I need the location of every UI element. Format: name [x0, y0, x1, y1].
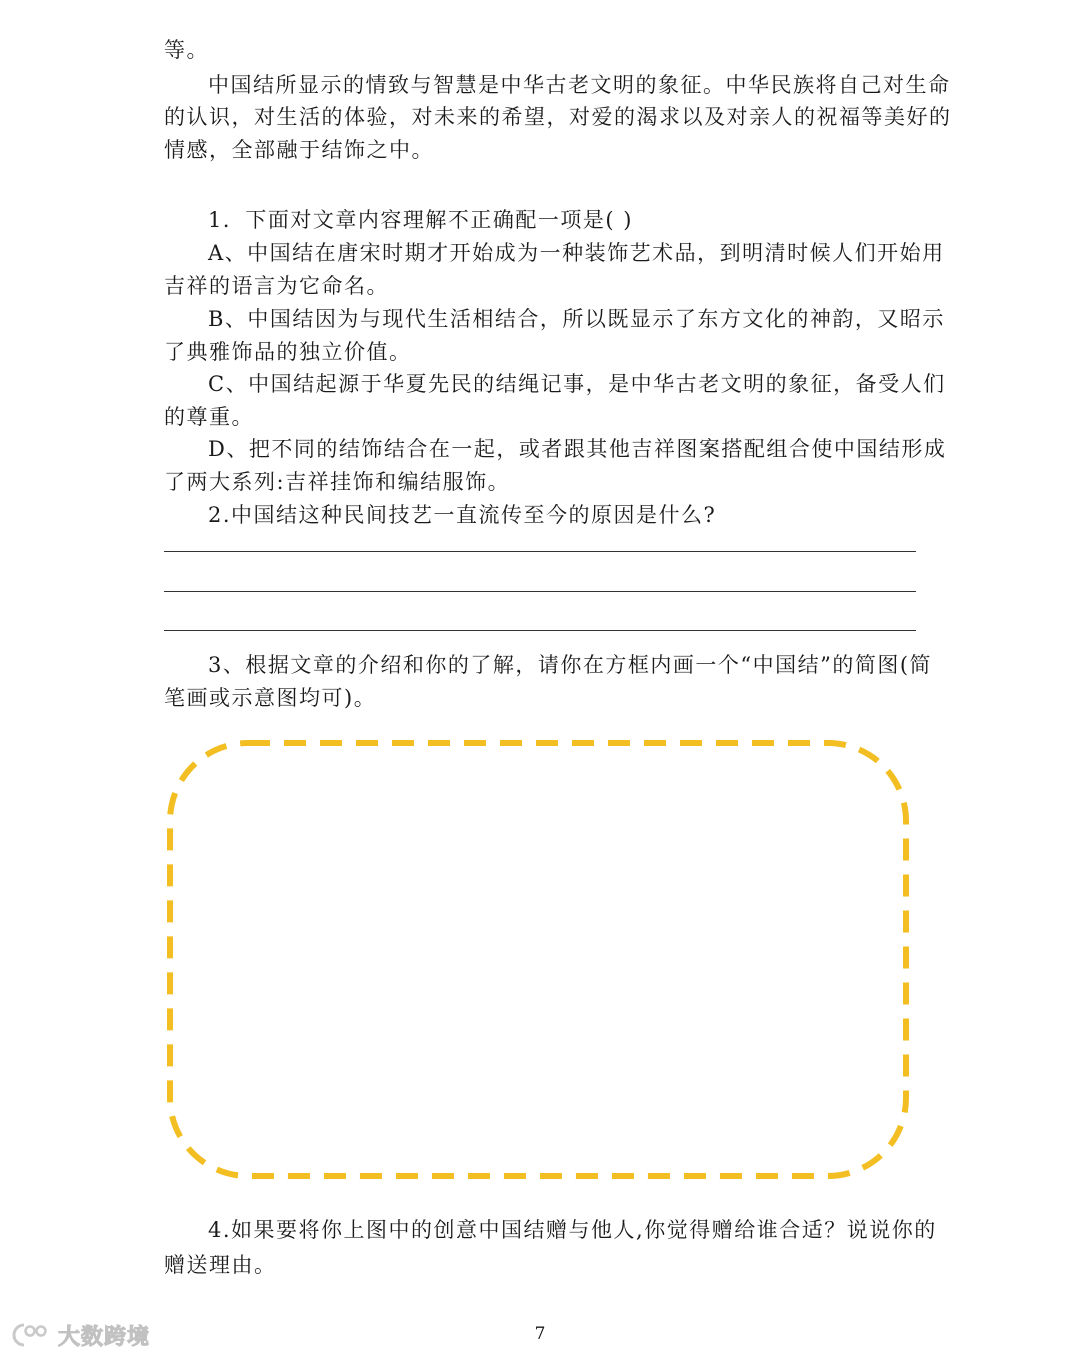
article-line: 等。: [164, 38, 209, 62]
question-1-option-c: C、中国结起源于华夏先民的结绳记事，是中华古老文明的象征，备受人们: [208, 372, 946, 396]
article-paragraph-start: 中国结所显示的情致与智慧是中华古老文明的象征。中华民族将自己对生命: [208, 73, 951, 97]
brand-logo-icon: [10, 1320, 54, 1350]
drawing-box[interactable]: [166, 739, 910, 1180]
article-line: 的认识，对生活的体验，对未来的希望，对爱的渴求以及对亲人的祝福等美好的: [164, 105, 952, 129]
question-1-stem: 1．下面对文章内容理解不正确配一项是( ): [208, 208, 633, 232]
question-4-stem: 4.如果要将你上图中的创意中国结赠与他人,你觉得赠给谁合适？说说你的: [208, 1218, 937, 1242]
page-number: 7: [534, 1324, 546, 1344]
question-1-option-d: D、把不同的结饰结合在一起，或者跟其他吉祥图案搭配组合使中国结形成: [208, 437, 947, 461]
question-2-stem: 2.中国结这种民间技艺一直流传至今的原因是什么?: [208, 503, 717, 527]
dashed-frame: [170, 743, 906, 1176]
question-4-stem-cont: 赠送理由。: [164, 1253, 277, 1277]
question-3-stem-cont: 笔画或示意图均可)。: [164, 686, 377, 710]
answer-line-2[interactable]: [164, 591, 916, 592]
answer-line-3[interactable]: [164, 630, 916, 631]
answer-line-1[interactable]: [164, 551, 916, 552]
question-1-option-b-cont: 了典雅饰品的独立价值。: [164, 340, 412, 364]
question-1-option-c-cont: 的尊重。: [164, 405, 254, 429]
question-3-stem: 3、根据文章的介绍和你的了解，请你在方框内画一个“中国结”的简图(简: [208, 653, 933, 677]
question-1-option-d-cont: 了两大系列:吉祥挂饰和编结服饰。: [164, 470, 511, 494]
article-line: 情感，全部融于结饰之中。: [164, 138, 434, 162]
watermark-text: 大数跨境: [58, 1324, 151, 1350]
question-1-option-a: A、中国结在唐宋时期才开始成为一种装饰艺术品，到明清时候人们开始用: [208, 241, 945, 265]
question-1-option-b: B、中国结因为与现代生活相结合，所以既显示了东方文化的神韵，又昭示: [208, 307, 945, 331]
watermark: [10, 1318, 150, 1352]
question-1-option-a-cont: 吉祥的语言为它命名。: [164, 274, 389, 298]
